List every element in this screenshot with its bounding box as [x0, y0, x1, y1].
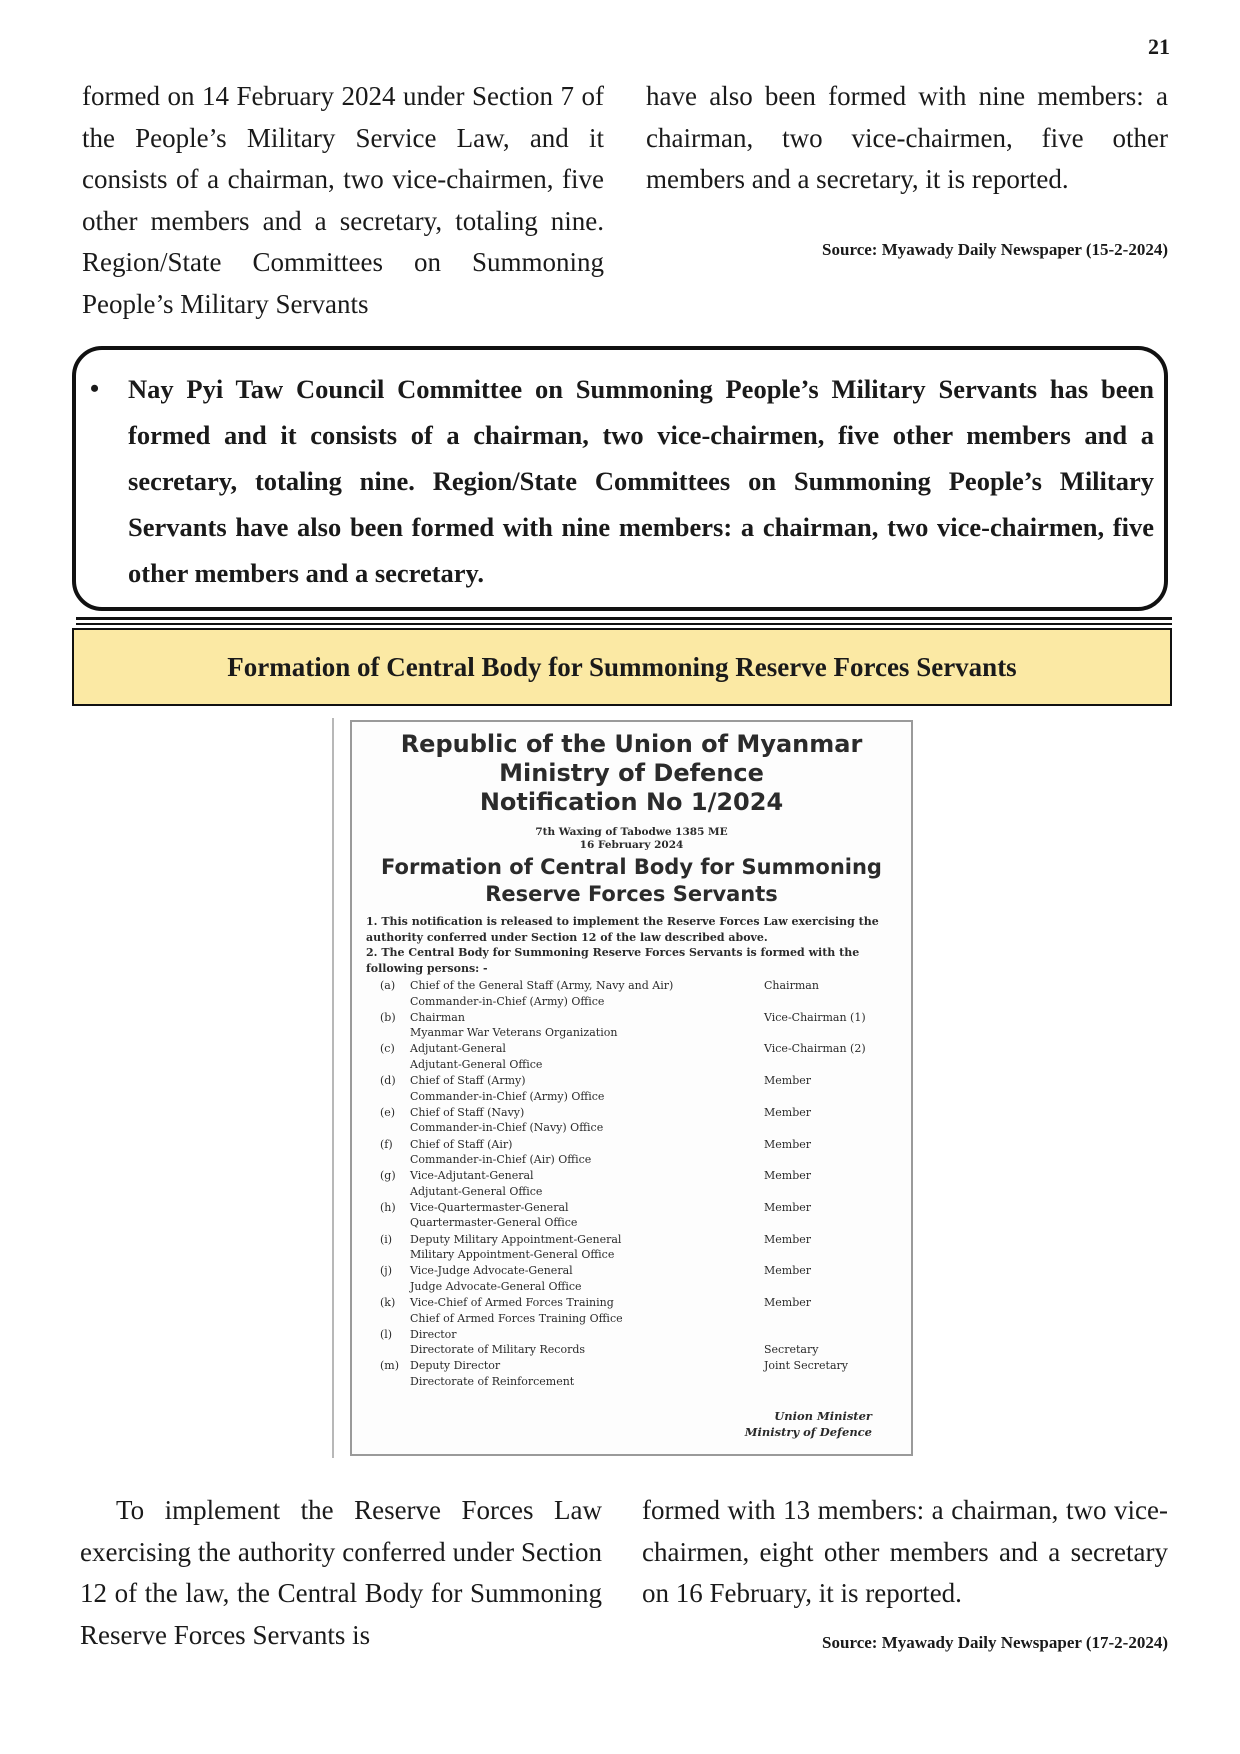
member-role: Chairman: [410, 1010, 465, 1024]
member-role: Director: [410, 1327, 457, 1341]
member-role: Vice-Adjutant-General: [410, 1169, 534, 1183]
member-position: Secretary: [764, 1343, 819, 1357]
signature-line: Union Minister: [774, 1409, 872, 1423]
source-citation-bottom: Source: Myawady Daily Newspaper (17-2-2024): [822, 1633, 1168, 1652]
member-letter: (e): [380, 1105, 396, 1119]
member-position: Member: [764, 1200, 812, 1214]
member-letter: (b): [380, 1010, 396, 1024]
notification-header-line: Notification No 1/2024: [479, 788, 784, 816]
member-role: Vice-Quartermaster-General: [410, 1200, 569, 1214]
member-letter: (c): [380, 1042, 395, 1056]
member-office: Myanmar War Veterans Organization: [410, 1026, 618, 1040]
member-position: Member: [764, 1296, 812, 1309]
notification-date: 16 February 2024: [579, 839, 684, 851]
bullet-marker: •: [90, 374, 100, 403]
notification-date: 7th Waxing of Tabodwe 1385 ME: [535, 826, 728, 838]
member-position: Member: [764, 1074, 812, 1088]
member-letter: (d): [380, 1074, 396, 1088]
member-letter: (j): [380, 1264, 392, 1278]
notification-document: [350, 720, 913, 1456]
member-office: Commander-in-Chief (Army) Office: [410, 1089, 605, 1103]
member-letter: (k): [380, 1296, 396, 1309]
member-letter: (l): [380, 1327, 393, 1341]
member-office: Directorate of Reinforcement: [410, 1374, 575, 1388]
member-position: Chairman: [764, 979, 819, 992]
member-office: Quartermaster-General Office: [410, 1216, 578, 1230]
notification-title-line: Formation of Central Body for Summoning: [381, 855, 882, 879]
divider-line: [76, 617, 1172, 620]
member-role: Adjutant-General: [410, 1042, 506, 1056]
member-letter: (m): [380, 1359, 400, 1373]
member-office: Chief of Armed Forces Training Office: [410, 1311, 623, 1325]
member-office: Commander-in-Chief (Navy) Office: [410, 1121, 604, 1135]
member-office: Commander-in-Chief (Army) Office: [410, 994, 605, 1008]
member-position: Member: [764, 1232, 812, 1246]
member-letter: (i): [380, 1232, 393, 1246]
notification-paragraph-2: 2. The Central Body for Summoning Reserve Forces Servants is formed with the following persons: -: [366, 946, 860, 975]
signature-line: Ministry of Defence: [744, 1425, 872, 1439]
member-letter: (a): [380, 979, 396, 992]
member-office: Adjutant-General Office: [410, 1057, 543, 1071]
member-role: Vice-Judge Advocate-General: [410, 1264, 573, 1278]
member-role: Vice-Chief of Armed Forces Training: [410, 1296, 614, 1309]
member-position: Member: [764, 1137, 812, 1151]
article-text-bottom-right: formed with 13 members: a chairman, two vice-chairmen, eight other members and a secretary on 16 February, it is reported.: [642, 1495, 1168, 1608]
member-position: Member: [764, 1169, 812, 1183]
member-office: Military Appointment-General Office: [410, 1248, 615, 1262]
notification-title-line: Reserve Forces Servants: [485, 882, 778, 906]
member-office: Directorate of Military Records: [410, 1343, 586, 1357]
member-role: Chief of Staff (Army): [410, 1074, 526, 1088]
member-office: Adjutant-General Office: [410, 1184, 543, 1198]
member-position: Vice-Chairman (2): [764, 1042, 866, 1056]
article-text-top-right: have also been formed with nine members: a chairman, two vice-chairmen, five other members and a secretary, it is reported.: [646, 81, 1168, 194]
highlight-box-text: Nay Pyi Taw Council Committee on Summoning People’s Military Servants has been formed and it consists of a chairman, two vice-chairmen, five other members and a secretary, totaling nine. Region/State Committees on Summoning People’s Military Servants have also been formed with nine members: a chairman, two vice-chairmen, five other members and a secretary.: [128, 374, 1154, 588]
member-position: Joint Secretary: [764, 1359, 848, 1373]
member-office: Judge Advocate-General Office: [410, 1279, 582, 1293]
notification-header-line: Republic of the Union of Myanmar: [400, 730, 863, 758]
section-title-banner: [72, 628, 1172, 706]
notification-paragraph-1: 1. This notification is released to implement the Reserve Forces Law exercising the authority conferred under Section 12 of the law described above.: [366, 915, 879, 944]
member-letter: (f): [380, 1137, 393, 1151]
divider-line: [76, 623, 1172, 625]
member-position: Vice-Chairman (1): [764, 1010, 866, 1024]
member-role: Chief of the General Staff (Army, Navy and Air): [410, 979, 674, 992]
section-title: Formation of Central Body for Summoning Reserve Forces Servants: [227, 651, 1017, 682]
member-position: Member: [764, 1105, 812, 1119]
member-role: Deputy Military Appointment-General: [410, 1232, 622, 1246]
article-text-top-left: formed on 14 February 2024 under Section 7 of the People’s Military Service Law, and it consists of a chairman, two vice-chairmen, five other members and a secretary, totaling nine. Region/State Committees on Summoning People’s Military Servants: [82, 81, 604, 319]
member-role: Chief of Staff (Air): [410, 1137, 513, 1151]
article-text-bottom-left: To implement the Reserve Forces Law exercising the authority conferred under Section 12 of the law, the Central Body for Summoning Reserve Forces Servants is: [80, 1495, 602, 1650]
member-letter: (g): [380, 1169, 396, 1183]
member-position: Member: [764, 1264, 812, 1278]
member-office: Commander-in-Chief (Air) Office: [410, 1153, 592, 1166]
notification-header-line: Ministry of Defence: [499, 759, 764, 787]
member-role: Deputy Director: [410, 1359, 501, 1373]
source-citation-top: Source: Myawady Daily Newspaper (15-2-2024): [822, 240, 1168, 259]
page-number: 21: [1148, 34, 1170, 59]
member-letter: (h): [380, 1200, 396, 1214]
member-role: Chief of Staff (Navy): [410, 1105, 525, 1119]
